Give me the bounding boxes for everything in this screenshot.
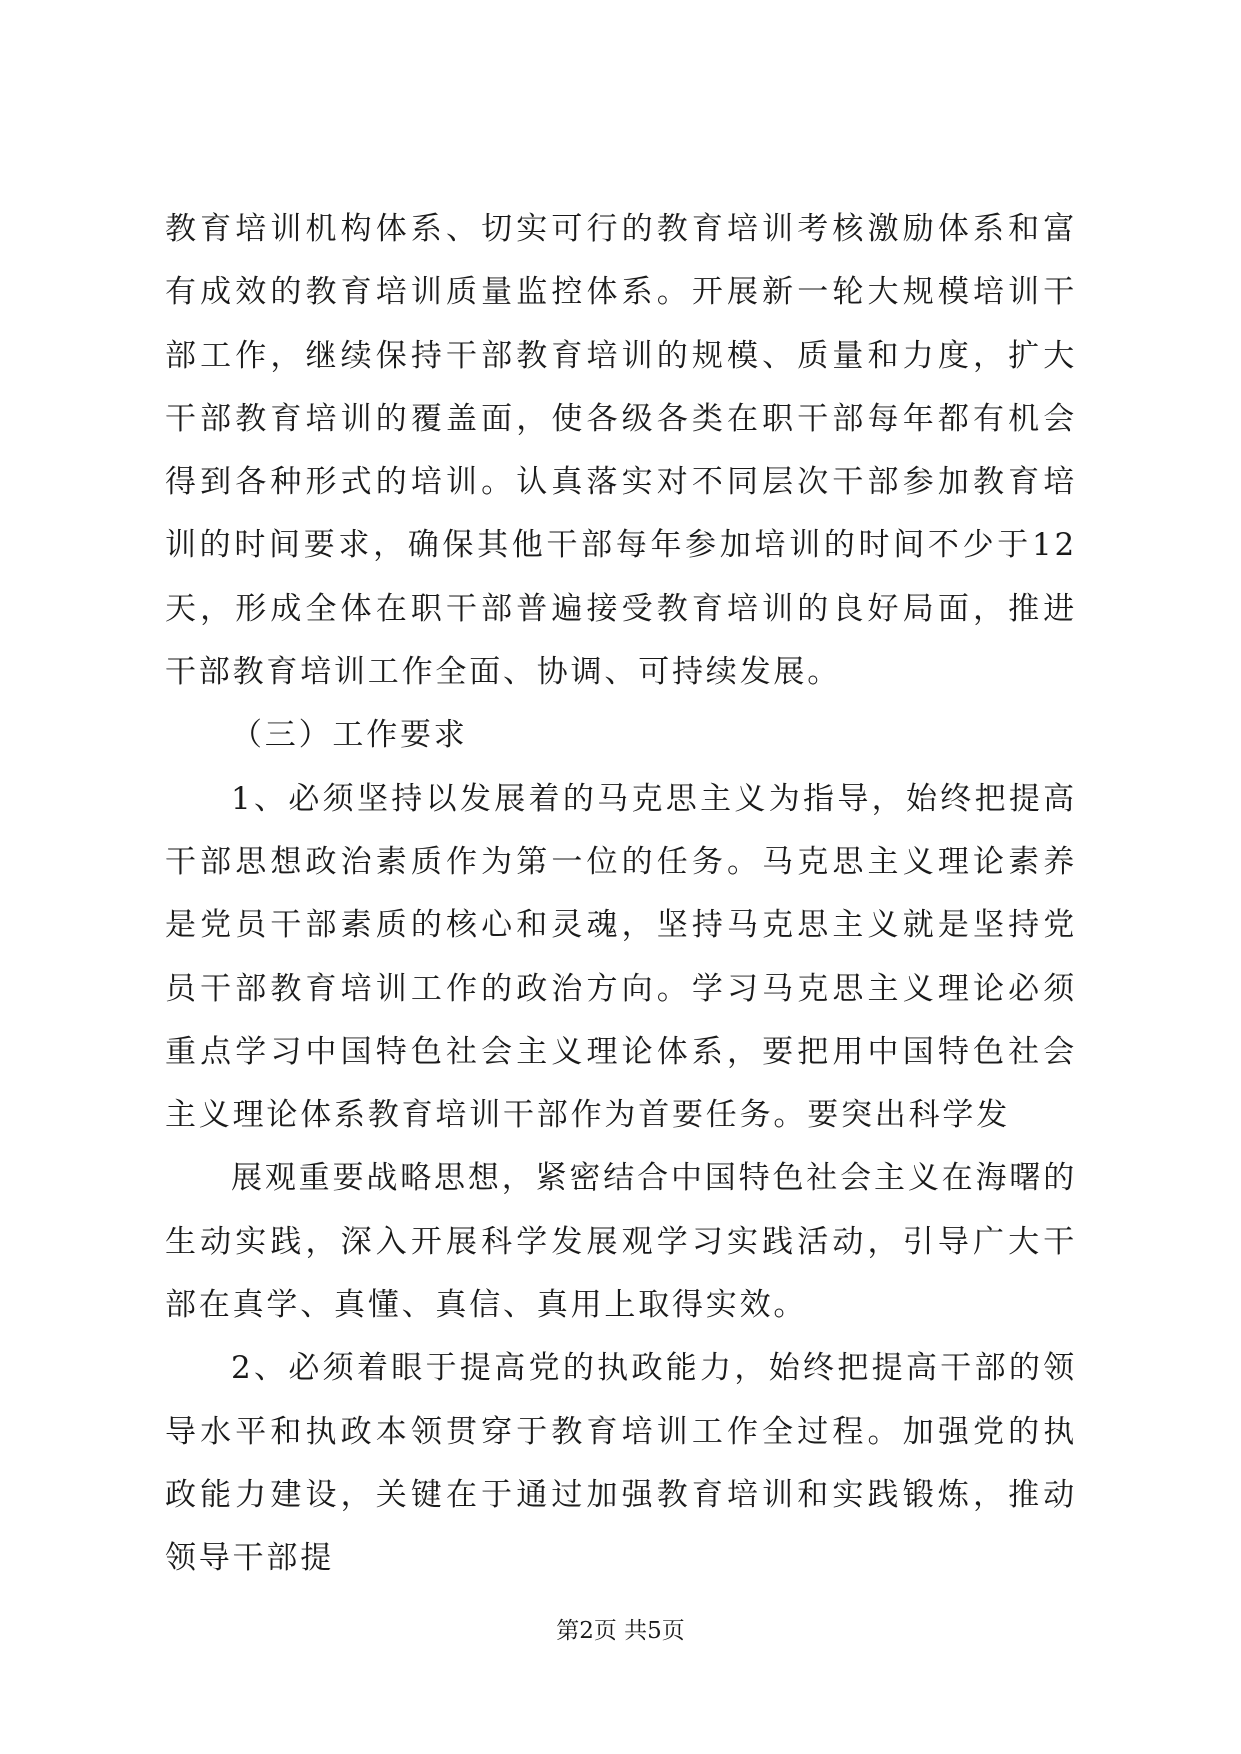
paragraph-item-1: 1、必须坚持以发展着的马克思主义为指导，始终把提高干部思想政治素质作为第一位的任务。马克思主义理论素养是党员干部素质的核心和灵魂，坚持马克思主义就是坚持党员干部教育培训工作的政治方向。学习马克思主义理论必须重点学习中国特色社会主义理论体系，要把用中国特色社会主义理论体系教育培训干部作为首要任务。要突出科学发 <box>165 780 1077 1134</box>
document-body <box>165 198 1077 1591</box>
paragraph-continuation: 教育培训机构体系、切实可行的教育培训考核激励体系和富有成效的教育培训质量监控体系。开展新一轮大规模培训干部工作，继续保持干部教育培训的规模、质量和力度，扩大干部教育培训的覆盖面，使各级各类在职干部每年都有机会得到各种形式的培训。认真落实对不同层次干部参加教育培训的时间要求，确保其他干部每年参加培训的时间不少于12天，形成全体在职干部普遍接受教育培训的良好局面，推进干部教育培训工作全面、协调、可持续发展。 <box>165 211 1077 691</box>
paragraph-item-2: 2、必须着眼于提高党的执政能力，始终把提高干部的领导水平和执政本领贯穿于教育培训工作全过程。加强党的执政能力建设，关键在于通过加强教育培训和实践锻炼，推动领导干部提 <box>165 1350 1077 1577</box>
paragraph-item-1-continued: 展观重要战略思想，紧密结合中国特色社会主义在海曙的生动实践，深入开展科学发展观学习实践活动，引导广大干部在真学、真懂、真信、真用上取得实效。 <box>165 1160 1077 1324</box>
section-heading: （三）工作要求 <box>231 717 468 754</box>
page-number-footer: 第2页 共5页 <box>556 1618 685 1644</box>
